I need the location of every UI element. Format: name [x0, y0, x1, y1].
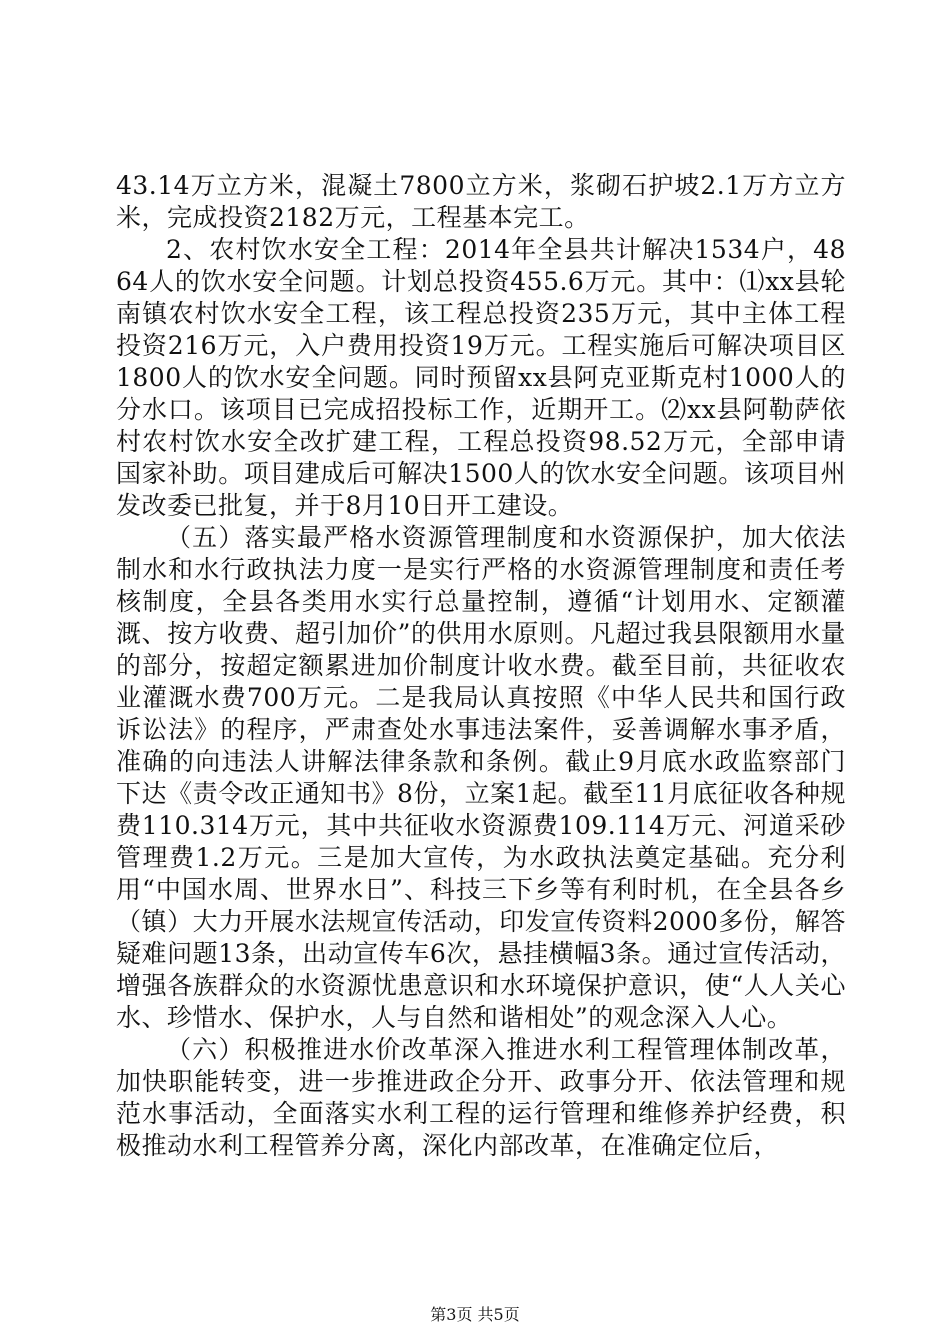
- paragraph-1: 43.14万立方米，混凝土7800立方米，浆砌石护坡2.1万方立方米，完成投资2182万元，工程基本完工。: [116, 171, 846, 232]
- paragraph-4: （六）积极推进水价改革深入推进水利工程管理体制改革，加快职能转变，进一步推进政企分开、政事分开、依法管理和规范水事活动，全面落实水利工程的运行管理和维修养护经费，积极推动水利工程管养分离，深化内部改革，在准确定位后，: [116, 1035, 846, 1160]
- page-number: 第3页 共5页: [430, 1305, 520, 1324]
- document-body: [116, 170, 846, 1162]
- paragraph-2: 2、农村饮水安全工程：2014年全县共计解决1534户，4864人的饮水安全问题。计划总投资455.6万元。其中：⑴xx县轮南镇农村饮水安全工程，该工程总投资235万元，其中主体工程投资216万元，入户费用投资19万元。工程实施后可解决项目区1800人的饮水安全问题。同时预留xx县阿克亚斯克村1000人的分水口。该项目已完成招投标工作，近期开工。⑵xx县阿勒萨依村农村饮水安全改扩建工程，工程总投资98.52万元，全部申请国家补助。项目建成后可解决1500人的饮水安全问题。该项目州发改委已批复，并于8月10日开工建设。: [116, 235, 846, 520]
- paragraph-3: （五）落实最严格水资源管理制度和水资源保护，加大依法制水和水行政执法力度一是实行严格的水资源管理制度和责任考核制度，全县各类用水实行总量控制，遵循“计划用水、定额灌溉、按方收费、超引加价”的供用水原则。凡超过我县限额用水量的部分，按超定额累进加价制度计收水费。截至目前，共征收农业灌溉水费700万元。二是我局认真按照《中华人民共和国行政诉讼法》的程序，严肃查处水事违法案件，妥善调解水事矛盾，准确的向违法人讲解法律条款和条例。截止9月底水政监察部门下达《责令改正通知书》8份，立案1起。截至11月底征收各种规费110.314万元，其中共征收水资源费109.114万元、河道采砂管理费1.2万元。三是加大宣传，为水政执法奠定基础。充分利用“中国水周、世界水日”、科技三下乡等有利时机，在全县各乡（镇）大力开展水法规宣传活动，印发宣传资料2000多份，解答疑难问题13条，出动宣传车6次，悬挂横幅3条。通过宣传活动，增强各族群众的水资源忧患意识和水环境保护意识，使“人人关心水、珍惜水、保护水，人与自然和谐相处”的观念深入人心。: [116, 523, 846, 1032]
